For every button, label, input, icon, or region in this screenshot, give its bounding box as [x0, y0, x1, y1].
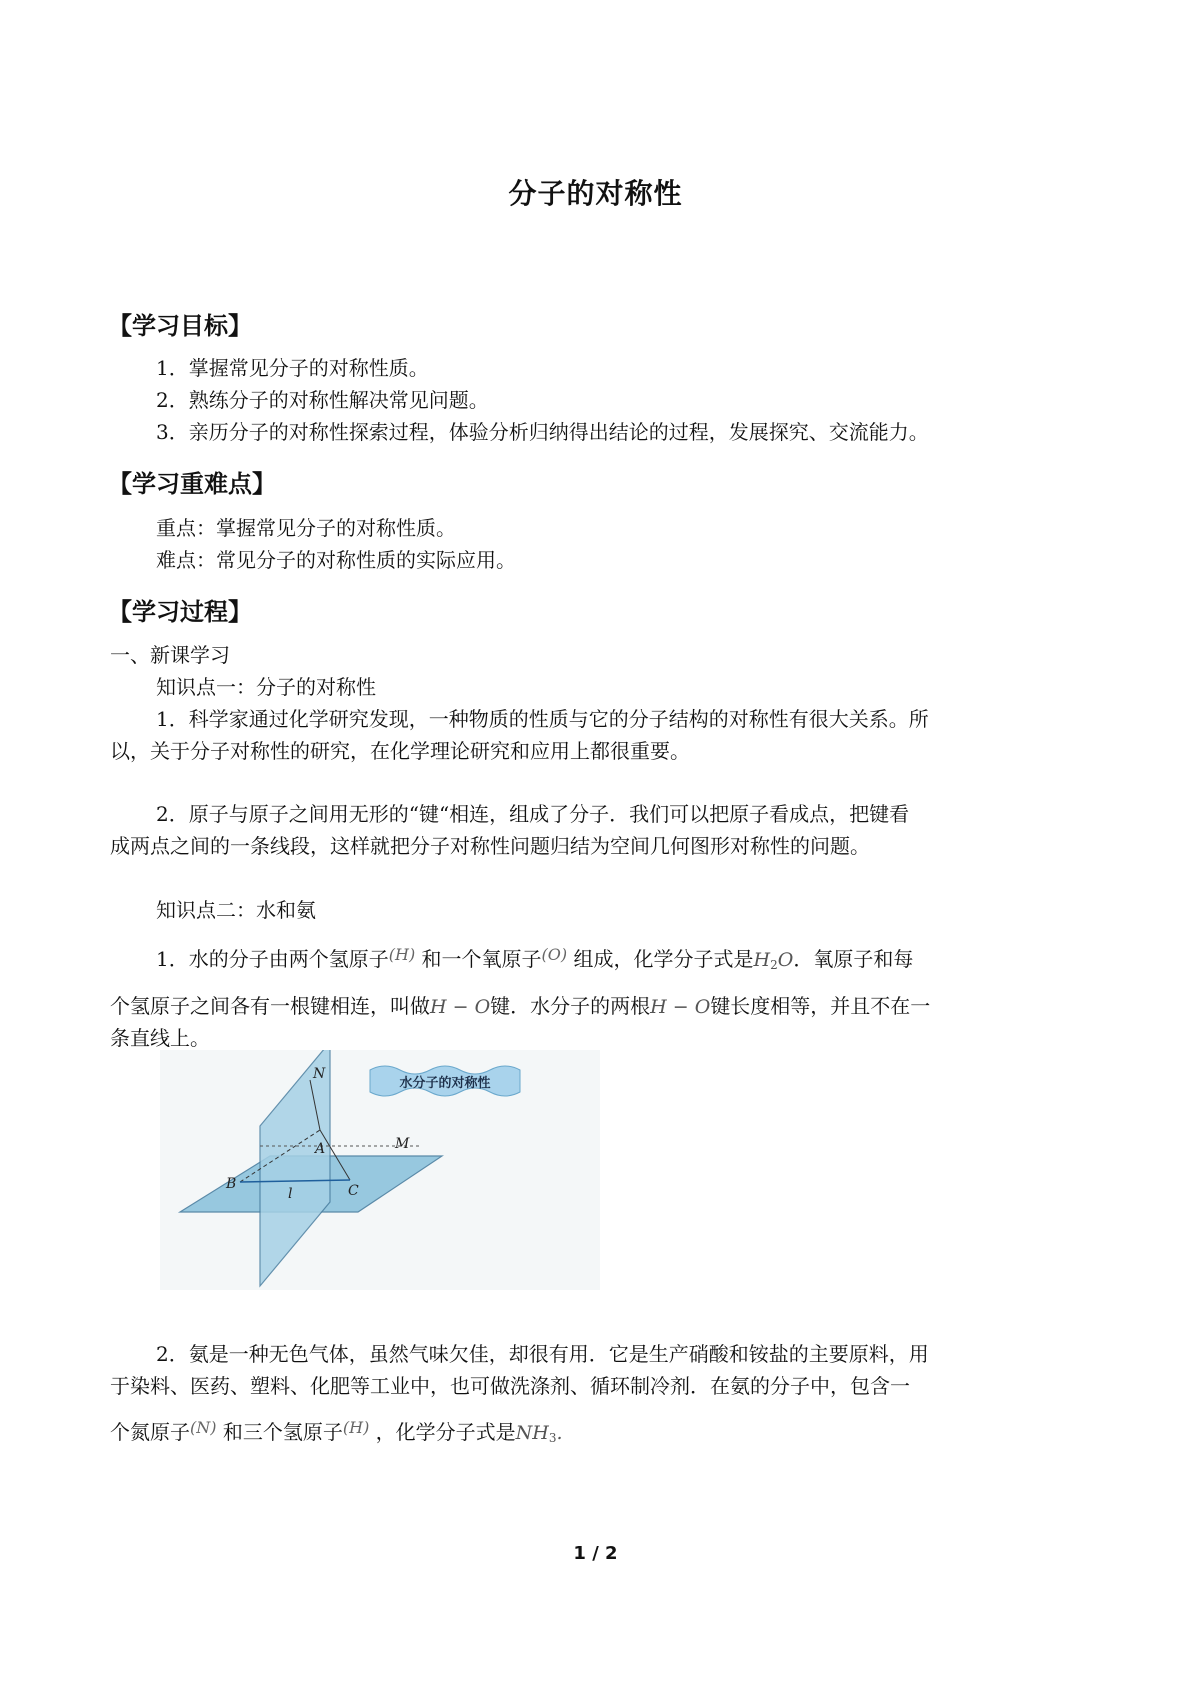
math-h2o-formula: $H_2O$	[753, 949, 794, 972]
paragraph-line	[156, 941, 913, 979]
section-heading-process: 【学习过程】	[108, 598, 252, 626]
text-run: 和三个氢原子	[222, 1420, 343, 1444]
math-h-atom: (H)	[388, 945, 416, 964]
text-run: ，化学分子式是	[375, 1420, 516, 1444]
label-c: C	[348, 1183, 359, 1199]
key-point-item: 难点：常见分子的对称性质的实际应用。	[156, 548, 516, 572]
label-a: A	[315, 1141, 326, 1157]
page-number: 1 / 2	[573, 1543, 618, 1564]
goal-item: 3．亲历分子的对称性探索过程，体验分析归纳得出结论的过程，发展探究、交流能力。	[156, 420, 929, 444]
goal-item: 1．掌握常见分子的对称性质。	[156, 356, 429, 380]
part-title: 一、新课学习	[110, 643, 230, 667]
math-nh3-formula: $NH_3$.	[515, 1422, 563, 1445]
text-run: ．氧原子和每	[793, 947, 914, 971]
math-o-atom: (O)	[541, 945, 568, 964]
knowledge-point-title: 知识点一：分子的对称性	[156, 675, 376, 699]
paragraph-line	[110, 992, 930, 1021]
section-heading-goals: 【学习目标】	[108, 312, 252, 340]
page-title: 分子的对称性	[508, 177, 683, 210]
math-h-atom: (H)	[342, 1418, 370, 1437]
paragraph-line: 于染料、医药、塑料、化肥等工业中，也可做洗涤剂、循环制冷剂．在氨的分子中，包含一	[110, 1374, 910, 1398]
section-heading-key-points: 【学习重难点】	[108, 470, 276, 498]
math-n-atom: (N)	[190, 1418, 217, 1437]
paragraph-line: 2．氨是一种无色气体，虽然气味欠佳，却很有用．它是生产硝酸和铵盐的主要原料，用	[156, 1342, 929, 1366]
text-run: 个氢原子之间各有一根键相连，叫做	[110, 994, 430, 1018]
water-symmetry-figure	[160, 1050, 600, 1290]
text-run: 键长度相等，并且不在一	[710, 994, 931, 1018]
math-ho-bond: H − O	[430, 996, 491, 1018]
paragraph-line	[110, 1414, 563, 1452]
paragraph-line: 成两点之间的一条线段，这样就把分子对称性问题归结为空间几何图形对称性的问题。	[110, 834, 870, 858]
paragraph-line: 以，关于分子对称性的研究，在化学理论研究和应用上都很重要。	[110, 739, 690, 763]
paragraph-line: 1．科学家通过化学研究发现，一种物质的性质与它的分子结构的对称性有很大关系。所	[156, 707, 929, 731]
label-b: B	[226, 1176, 237, 1192]
knowledge-point-title: 知识点二：水和氨	[156, 898, 316, 922]
paragraph-line: 条直线上。	[110, 1026, 210, 1050]
label-n: N	[313, 1066, 326, 1082]
text-run: 组成，化学分子式是	[573, 947, 754, 971]
paragraph-line: 2．原子与原子之间用无形的“键“相连，组成了分子．我们可以把原子看成点，把键看	[156, 802, 910, 826]
key-point-item: 重点：掌握常见分子的对称性质。	[156, 516, 456, 540]
text-run: 和一个氧原子	[421, 947, 542, 971]
banner-text: 水分子的对称性	[399, 1076, 491, 1091]
label-l: l	[288, 1186, 293, 1202]
math-ho-bond: H − O	[650, 996, 711, 1018]
goal-item: 2．熟练分子的对称性解决常见问题。	[156, 388, 489, 412]
label-m: M	[395, 1136, 410, 1152]
text-run: 个氮原子	[110, 1420, 190, 1444]
text-run: 1．水的分子由两个氢原子	[156, 947, 389, 971]
text-run: 键．水分子的两根	[490, 994, 651, 1018]
